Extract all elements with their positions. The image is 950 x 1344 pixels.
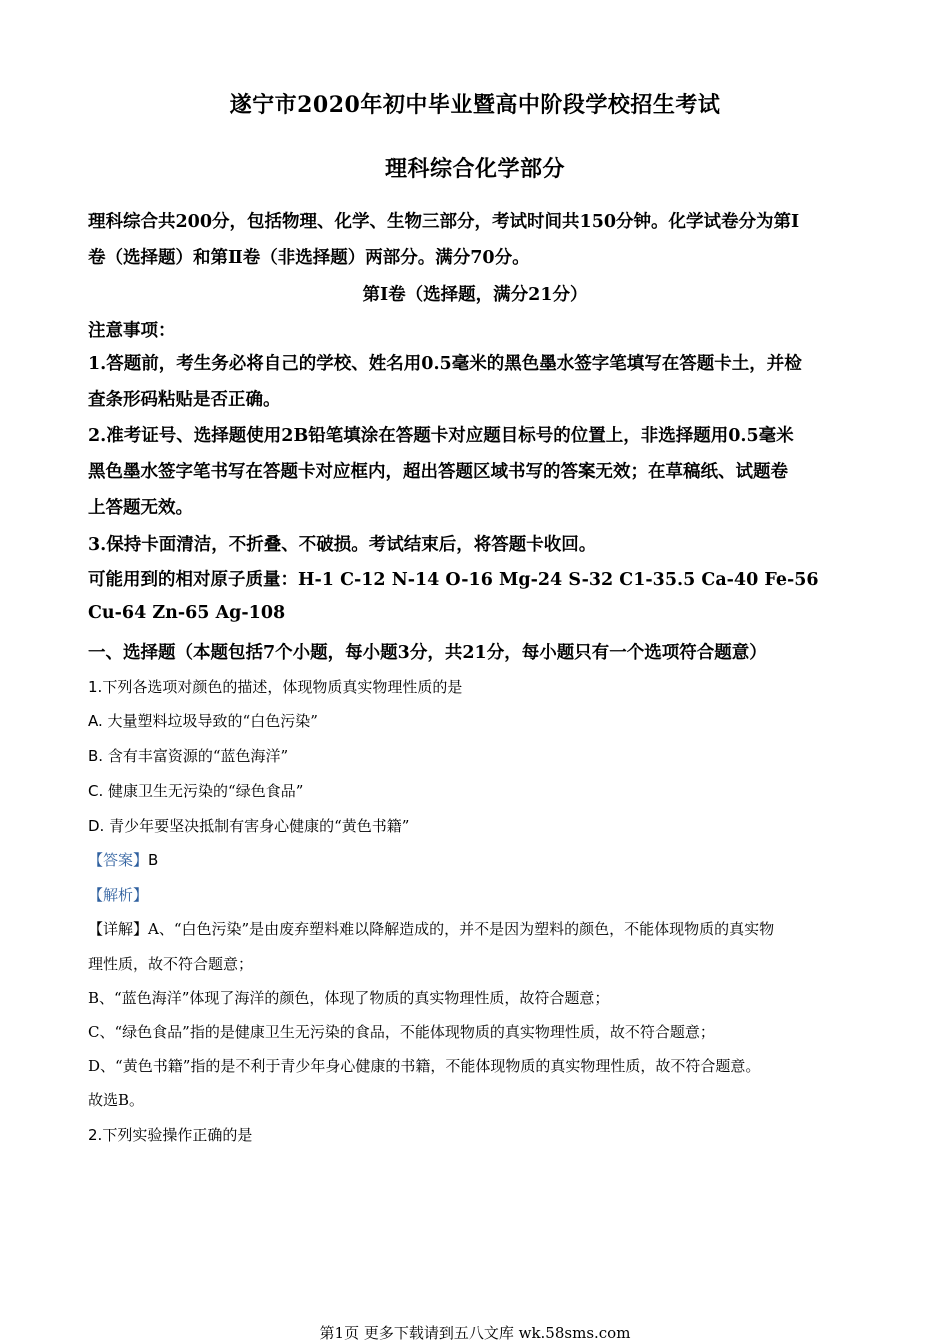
option-d-letter: D.	[88, 817, 105, 835]
atomic-masses-line-1: 可能用到的相对原子质量：H-1 C-12 N-14 O-16 Mg-24 S-32 C1-35.5 Ca-40 Fe-56	[88, 570, 819, 590]
option-d-text: 青少年要坚决抵制有害身心健康的“黄色书籍”	[109, 817, 410, 835]
option-a-letter: A.	[88, 712, 103, 730]
option-b-letter: B.	[88, 747, 104, 765]
page-title: 遂宁市2020年初中毕业暨高中阶段学校招生考试	[229, 92, 721, 118]
section-heading: 第I卷（选择题，满分21分）	[362, 285, 588, 305]
question-1-number: 1.	[88, 678, 103, 696]
note-item-2-line-2: 黑色墨水签字笔书写在答题卡对应框内，超出答题区域书写的答案无效；在草稿纸、试题卷	[88, 462, 788, 482]
question-1-option-d	[88, 815, 409, 836]
note-item-2-line-3: 上答题无效。	[88, 498, 193, 518]
detail-option-d: D、“黄色书籍”指的是不利于青少年身心健康的书籍，不能体现物质的真实物理性质，故不符合题意。	[88, 1057, 761, 1075]
question-2-stem: 下列实验操作正确的是	[102, 1126, 253, 1144]
atomic-masses-line-2: Cu-64 Zn-65 Ag-108	[88, 603, 286, 623]
page-footer: 第1页 更多下载请到五八文库 wk.58sms.com	[319, 1324, 631, 1342]
detail-option-b: B、“蓝色海洋”体现了海洋的颜色，体现了物质的真实物理性质，故符合题意；	[88, 989, 610, 1007]
page-subtitle: 理科综合化学部分	[384, 156, 565, 182]
detail-conclusion: 故选B。	[88, 1091, 145, 1109]
answer-label: 【答案】	[88, 851, 149, 869]
question-1-option-b	[88, 745, 288, 766]
question-1	[88, 676, 462, 697]
intro-line-1: 理科综合共200分，包括物理、化学、生物三部分，考试时间共150分钟。化学试卷分为第I	[88, 212, 800, 232]
analysis-label: 【解析】	[88, 886, 149, 904]
detail-option-c: C、“绿色食品”指的是健康卫生无污染的食品，不能体现物质的真实物理性质，故不符合题意；	[88, 1023, 715, 1041]
note-item-1-line-1: 1.答题前，考生务必将自己的学校、姓名用0.5毫米的黑色墨水签字笔填写在答题卡土，并检	[88, 354, 802, 374]
question-1-option-c	[88, 780, 303, 801]
detail-line-1: 【详解】A、“白色污染”是由废弃塑料难以降解造成的，并不是因为塑料的颜色，不能体现物质的真实物	[88, 920, 775, 938]
part-1-heading: 一、选择题（本题包括7个小题，每小题3分，共21分，每小题只有一个选项符合题意）	[88, 643, 767, 663]
option-a-text: 大量塑料垃圾导致的“白色污染”	[107, 712, 318, 730]
note-item-3: 3.保持卡面清洁，不折叠、不破损。考试结束后，将答题卡收回。	[88, 535, 597, 555]
notes-heading: 注意事项：	[88, 321, 176, 341]
option-b-text: 含有丰富资源的“蓝色海洋”	[107, 747, 289, 765]
note-item-1-line-2: 查条形码粘贴是否正确。	[88, 390, 281, 410]
answer-line	[88, 849, 158, 870]
question-1-option-a	[88, 710, 318, 731]
note-item-2-line-1: 2.准考证号、选择题使用2B铅笔填涂在答题卡对应题目标号的位置上，非选择题用0.5毫米	[88, 426, 794, 446]
option-c-text: 健康卫生无污染的“绿色食品”	[108, 782, 304, 800]
question-2	[88, 1124, 252, 1145]
option-c-letter: C.	[88, 782, 104, 800]
detail-line-2: 理性质，故不符合题意；	[88, 955, 254, 973]
answer-value: B	[148, 851, 159, 869]
intro-line-2: 卷（选择题）和第Ⅱ卷（非选择题）两部分。满分70分。	[88, 248, 530, 268]
question-2-number: 2.	[88, 1126, 103, 1144]
question-1-stem: 下列各选项对颜色的描述，体现物质真实物理性质的是	[102, 678, 463, 696]
